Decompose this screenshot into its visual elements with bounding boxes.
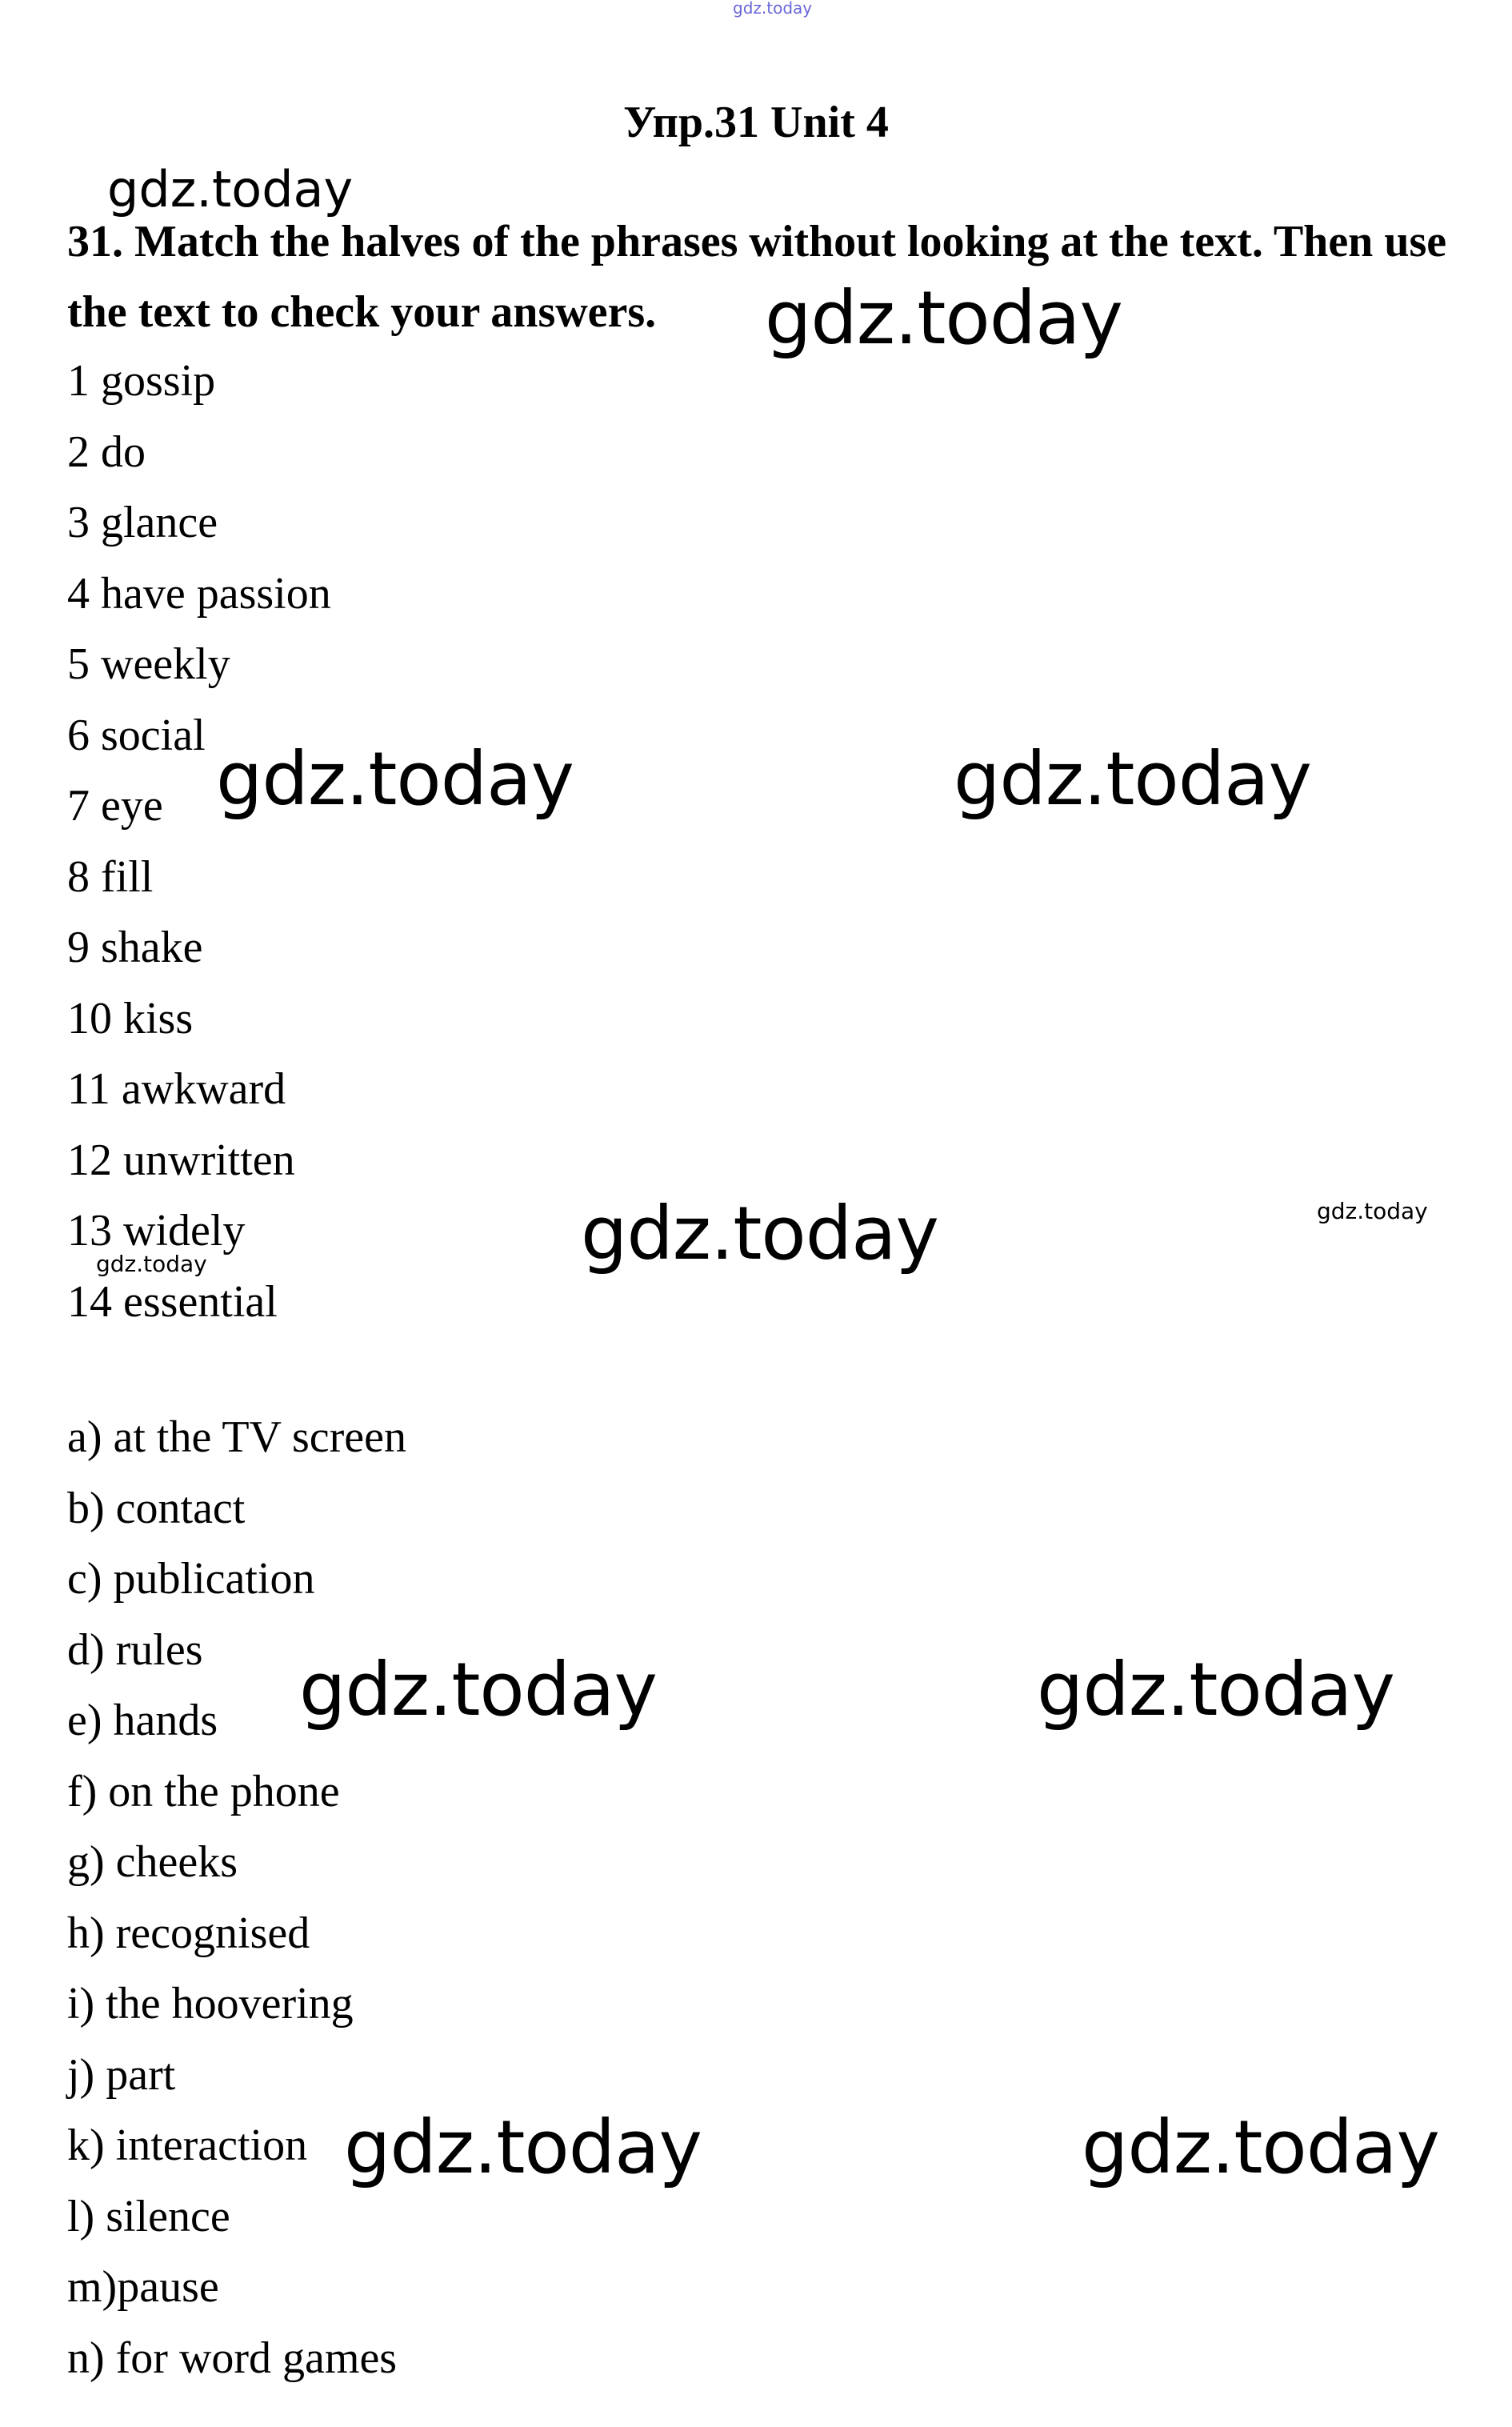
list-item: d) rules <box>67 1624 203 1675</box>
watermark: gdz.today <box>1082 2105 1439 2190</box>
lettered-list <box>67 1402 406 2393</box>
list-item: 1 gossip <box>67 356 216 406</box>
list-item: 14 essential <box>67 1276 278 1327</box>
list-item: g) cheeks <box>67 1837 238 1887</box>
list-item: l) silence <box>67 2191 230 2241</box>
watermark: gdz.today <box>216 736 574 822</box>
page-title: Упр.31 Unit 4 <box>623 98 889 147</box>
list-item: n) for word games <box>67 2333 398 2383</box>
exercise-instruction: 31. Match the halves of the phrases without looking at the text. Then use the text to check your answers. <box>67 217 1447 337</box>
list-item: a) at the TV screen <box>67 1412 406 1462</box>
list-item: 13 widely <box>67 1206 246 1256</box>
list-item: k) interaction <box>67 2121 308 2170</box>
watermark: gdz.today <box>344 2105 702 2190</box>
list-item: m)pause <box>67 2262 219 2312</box>
list-item: f) on the phone <box>67 1766 340 1816</box>
list-item: 3 glance <box>67 498 218 547</box>
list-item: 5 weekly <box>67 639 230 689</box>
list-item: 7 eye <box>67 781 163 831</box>
list-item: j) part <box>67 2049 176 2100</box>
numbered-list <box>67 346 331 1337</box>
list-item: 12 unwritten <box>67 1135 295 1185</box>
watermark: gdz.today <box>96 1251 207 1277</box>
watermark: gdz.today <box>765 275 1122 361</box>
watermark: gdz.today <box>1037 1647 1394 1732</box>
list-item: c) publication <box>67 1554 315 1604</box>
list-item: 2 do <box>67 427 146 477</box>
list-item: b) contact <box>67 1483 246 1533</box>
list-item: 11 awkward <box>67 1064 286 1114</box>
list-item: 9 shake <box>67 923 203 972</box>
list-item: h) recognised <box>67 1908 310 1958</box>
list-item: 6 social <box>67 710 206 760</box>
watermark-top: gdz.today <box>733 0 813 18</box>
watermark: gdz.today <box>581 1191 938 1276</box>
list-item: 10 kiss <box>67 993 194 1043</box>
watermark: gdz.today <box>1317 1198 1428 1224</box>
list-item: 8 fill <box>67 851 154 902</box>
watermark: gdz.today <box>954 736 1311 822</box>
list-item: 4 have passion <box>67 568 331 619</box>
watermark: gdz.today <box>107 160 354 218</box>
watermark: gdz.today <box>299 1647 657 1732</box>
list-item: i) the hoovering <box>67 1979 354 2029</box>
list-item: e) hands <box>67 1696 218 1745</box>
